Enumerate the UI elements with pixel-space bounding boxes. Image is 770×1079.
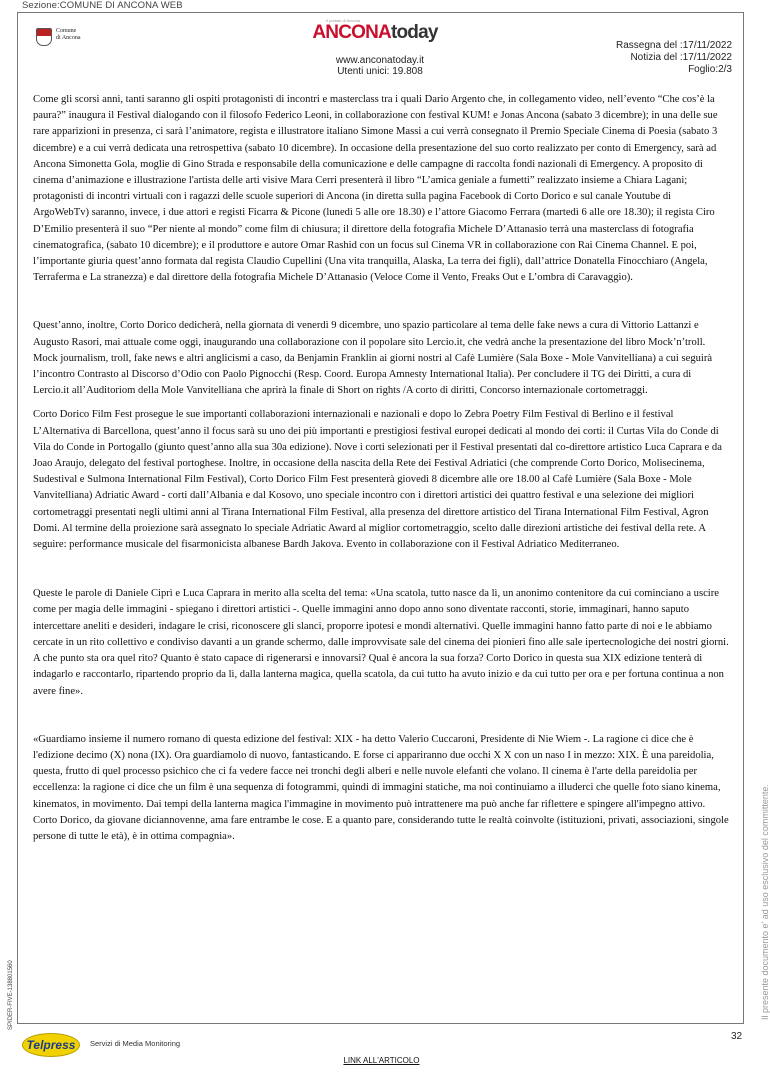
comune-logo-line1: Comune [56,28,77,34]
comune-logo [36,28,81,46]
crest-icon [36,28,52,46]
rassegna-info [616,40,732,76]
masthead-logo [300,23,450,43]
telpress-logo [22,1033,80,1057]
site-meta [300,55,460,77]
notizia-date: Notizia del :17/11/2022 [630,52,732,63]
telpress-label: Telpress [26,1038,76,1052]
spider-id: SPIDER-FIVE-138801560 [8,960,14,1030]
masthead-tagline: Il portale di Ancona [326,18,361,23]
rassegna-date: Rassegna del :17/11/2022 [615,40,732,51]
page-number: 32 [731,1031,743,1042]
masthead-part1: ANCONA [312,22,391,43]
article-paragraph-2: Quest’anno, inoltre, Corto Dorico dedicherà, nella giornata di venerdì 9 dicembre, uno spazio particolare al tema delle fake news a cura di Vittorio Lattanzi e Augusto Rasori, mai attuale come oggi, inaugurando una collaborazione con il popolare sito Lercio.it, che vedrà anche la presentazione del libro Mock’n’troll. Mock journalism, troll, fake news e altri anglicismi a caso, da Benjamin Franklin ai giorni nostri al Cafè Lumière (Sala Boxe - Mole Vanvitelliana) a cui seguirà l’incontro Contrasto al Discorso d’Odio con Paolo Pignocchi (Resp. Coord. Europa Amnesty International Italia). Per concludere il TG dei Diritti, a cura di Lercio.it all’Auditoriom della Mole Vanvitelliana che aprirà la finale di Short on rights /A corto di diritti, Concorso internazionale cortometraggi. [33,320,713,397]
article-paragraph-4: Queste le parole di Daniele Ciprì e Luca Caprara in merito alla scelta del tema: «Una scatola, tutto nasce da lì, un anonimo contenitore da cui cominciano a uscire come per magia delle immagini - spiegano i direttori artistici -. Quelle immagini anno dopo anno sono diventate racconti, storie, immaginari, hanno saputo intercettare aneliti e desideri, indagare le crisi, riconoscere gli slanci, proporre ipotesi e mondi alternativi. Quelle immagini hanno fatto parte di noi e le abbiamo cercate in un rito collettivo e condiviso davanti a un grande schermo, dalle improvvisate sale del cinema dei pionieri fino alle sale ipertecnologiche dei nostri giorni. A che punto sta ora quel rito? Quanto è stato capace di rigenerarsi e innovarsi? Qual è ancora la sua forza? Corto Dorico in questa sua XIX edizione tenterà di indagarlo e raccontarlo, ripartendo proprio da lì, dalla lanterna magica, quella scatola, da cui tutto ha avuto inizio e da cui tutto per ora e per fortuna continua a non avere fine». [33,588,729,697]
masthead [300,18,450,43]
site-url: www.anconatoday.it [335,55,425,66]
article-paragraph-1: Come gli scorsi anni, tanti saranno gli ospiti protagonisti di incontri e masterclass tra i quali Dario Argento che, in collegamento video, nell’evento “Che cos’è la paura?” inaugura il Festival dialogando con il filosofo Federico Leoni, in collaborazione con festival KUM! e Jonas Ancona (sabato 3 dicembre); in una delle sue rare apparizioni in presenza, ci sarà l’animatore, regista e illustratore italiano Simone Massi a cui verrà consegnato il Premio Speciale Cinema di Poesia (sabato 3 dicembre) e a cui verrà dedicata una retrospettiva (sabato 10 dicembre). In occasione della presentazione del suo corto realizzato per conto di Emergency, sarà ad Ancona Simonetta Gola, moglie di Gino Strada e responsabile della comunicazione e delle campagne di raccolta fondi nazionali di Emergency. A proposito di cinema d’animazione e illustrazione l'artista delle arti visive Mara Cerri presenterà il libro “L’amica geniale a fumetti” realizzato insieme a Chiara Lagani; protagonisti di incontri virtuali con i ragazzi delle scuole superiori di Ancona (in diretta sulla pagina Facebook di Corto Dorico e sul canale Youtube di ArgoWebTv) saranno, invece, i due attori e registi Ficarra & Picone (lunedì 5 alle ore 18.30) e l’attore Giacomo Ferrara (martedì 6 alle ore 18.30); il regista Ciro D’Emilio presenterà il suo “Per niente al mondo” come film di chiusura; il direttore della fotografia Michele D’Attanasio terrà una masterclass di fotografia cinematografica, (sabato 10 dicembre); e il produttore e autore Omar Rashid con un focus sul Cinema VR in collaborazione con Rai Cinema Channel. E poi, l’importante giuria quest’anno formata dal regista Claudio Cupellini (Una vita tranquilla, Alaska, La terra dei figli), dall’attrice Donatella Finocchiaro (Angela, Terraferma e La stranezza) e dal direttore della fotografia Michele D’Attanasio (Veloce Come il Vento, Freaks Out e L’ombra di Caravaggio). [33,94,718,284]
masthead-part2: today [390,22,438,43]
article-paragraph-3: Corto Dorico Film Fest prosegue le sue importanti collaborazioni internazionali e nazionali e dopo lo Zebra Poetry Film Festival di Berlino e il festival L’Alternativa di Barcellona, quest’anno il focus sarà su uno dei più importanti e prestigiosi festival europei dedicati al mondo dei corti: il Curtas Vila do Conde di Vila do Conde in Portogallo (giunto quest’anno alla sua 30a edizione). Nove i corti selezionati per il Festival presentati dal co-direttore artistico Luca Caprara e da Joao Araujo, delegato del festival portoghese. Inoltre, in occasione della nascita della Rete dei Festival Adriatici (che comprende Corto Dorico, Molisecinema, Sudestival e Sulmona International Film Festival), Corto Dorico Film Fest presenterà giovedì 8 dicembre alle ore 18.00 al Cafè Lumière (Sala Boxe - Mole Vanvitelliana) Adriatic Award - corti dall’Albania e dal Kosovo, uno speciale incontro con i direttori artistici dei quattro festival e una selezione dei migliori cortometraggi presentati negli ultimi anni al Tirana International Film Festival, alla presenza del direttore artistico del Tirana International Film Festival, Agron Domi. Al termine della proiezione sarà assegnato lo speciale Adriatic Award al miglior cortometraggio, scelto dalle direzioni artistiche dei festival della rete. A seguire: performance musicale del fisarmonicista albanese Bardh Jakova. Evento in collaborazione con il Festival Adriatico Mediterraneo. [33,409,722,551]
side-note: Il presente documento e' ad uso esclusivo del committente. [760,784,770,1020]
link-articolo[interactable]: LINK ALL'ARTICOLO [343,1056,420,1065]
article-paragraph-5: «Guardiamo insieme il numero romano di questa edizione del festival: XIX - ha detto Valerio Cuccaroni, Presidente di Nie Wiem -. La ragione ci dice che è l'edizione decimo (X) nona (IX). Ora guardiamolo di nuovo, fantasticando. E forse ci appariranno due occhi X X con un naso I in mezzo: XIX. È una pareidolia, questa, frutto di quel processo psichico che ci fa vedere facce nei tronchi degli alberi e nelle nuvole elefanti che volano. Il cinema è l'arte della pareidolia per eccellenza: la ragione ci dice che un film è una sequenza di fotogrammi, quindi di immagini statiche, ma noi continuiamo a illuderci che quelle foto siano kinema, kinematos, in movimento. Dai tempi della lanterna magica l'immagine in movimento può intrattenere ma può anche far riflettere e spingere all'impegno attivo. Corto Dorico, da giovane diciannovenne, ama fare entrambe le cose. E a quanto pare, considerando tutte le realtà coinvolte (istituzioni, privati, associazioni, singole persone di tutte le età), è in ottima compagnia». [33,733,729,842]
section-label: Sezione:COMUNE DI ANCONA WEB [22,0,183,11]
article-body [33,92,729,845]
media-monitoring: Servizi di Media Monitoring [90,1039,181,1048]
comune-logo-line2: di Ancona [56,35,81,41]
utenti-unici: Utenti unici: 19.808 [337,66,423,77]
foglio: Foglio:2/3 [688,64,732,75]
